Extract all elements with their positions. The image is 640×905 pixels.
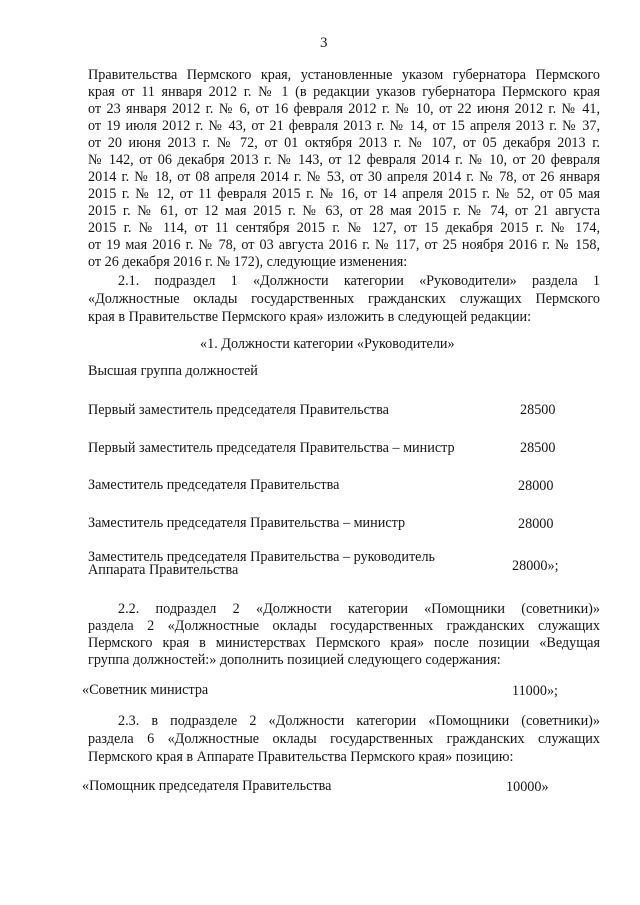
intro-line: № 142, от 06 декабря 2013 г. № 143, от 12 февраля 2014 г. № 10, от 20 февраля [88,152,600,168]
paragraph-line: Пермского края в Аппарате Правительства Пермского края» позицию: [88,749,514,765]
advisor-title: «Советник министра [82,682,209,698]
intro-line: Правительства Пермского края, установленные указом губернатора Пермского [88,67,600,83]
intro-line: от 26 декабря 2016 г. № 172), следующие изменения: [88,254,408,270]
intro-line: от 23 января 2012 г. № 6, от 16 февраля 2012 г. № 10, от 22 июня 2012 г. № 41, [88,101,600,117]
intro-line: 2015 г. № 61, от 12 мая 2015 г. № 63, от 28 мая 2015 г. № 74, от 21 августа [88,203,600,219]
position-salary: 28500 [520,402,556,418]
intro-line: от 19 июля 2012 г. № 43, от 21 февраля 2013 г. № 14, от 15 апреля 2013 г. № 37, [88,118,600,134]
intro-line: 2014 г. № 18, от 08 апреля 2014 г. № 53, от 30 апреля 2014 г. № 78, от 26 января [88,169,600,185]
group-title: Высшая группа должностей [88,363,258,379]
position-salary: 28000»; [512,558,559,574]
intro-line: от 19 мая 2016 г. № 78, от 03 августа 2016 г. № 117, от 25 ноября 2016 г. № 158, [88,237,600,253]
paragraph-line: края в Правительстве Пермского края» изложить в следующей редакции: [88,309,532,325]
position-title: Первый заместитель председателя Правительства – министр [88,440,455,456]
advisor-salary: 11000»; [512,683,558,699]
paragraph-line: группа должностей:» дополнить позицией следующего содержания: [88,652,501,668]
position-title: Заместитель председателя Правительства – министр [88,515,406,531]
paragraph-line: Пермского края в министерствах Пермского края» после позиции «Ведущая [88,635,600,651]
intro-line: от 20 июня 2013 г. № 72, от 01 октября 2013 г. № 107, от 05 декабря 2013 г. [88,135,600,151]
position-title-continued: Аппарата Правительства [88,562,239,578]
page-number: 3 [320,35,328,51]
position-salary: 28000 [518,478,554,494]
position-salary: 28500 [520,440,556,456]
position-title: Заместитель председателя Правительства – руководитель [88,549,435,565]
paragraph-line: раздела 6 «Должностные оклады государственных гражданских служащих [88,731,600,747]
subsection-title: «1. Должности категории «Руководители» [200,336,455,352]
paragraph-line: «Должностные оклады государственных гражданских служащих Пермского [88,291,600,307]
paragraph-line: 2.2. подраздел 2 «Должности категории «Помощники (советники)» [118,601,600,617]
intro-line: 2015 г. № 12, от 11 февраля 2015 г. № 16, от 14 апреля 2015 г. № 52, от 05 мая [88,186,600,202]
assistant-title: «Помощник председателя Правительства [82,778,332,794]
assistant-salary: 10000» [506,779,549,795]
paragraph-line: 2.3. в подразделе 2 «Должности категории «Помощники (советники)» [118,713,600,729]
paragraph-line: раздела 2 «Должностные оклады государственных гражданских служащих [88,618,600,634]
position-title: Первый заместитель председателя Правительства [88,402,389,418]
intro-line: 2015 г. № 114, от 11 сентября 2015 г. № 127, от 15 декабря 2015 г. № 174, [88,220,600,236]
position-title: Заместитель председателя Правительства [88,477,340,493]
intro-line: края от 11 января 2012 г. № 1 (в редакции указов губернатора Пермского края [88,84,600,100]
position-salary: 28000 [518,516,554,532]
paragraph-line: 2.1. подраздел 1 «Должности категории «Руководители» раздела 1 [118,273,600,289]
